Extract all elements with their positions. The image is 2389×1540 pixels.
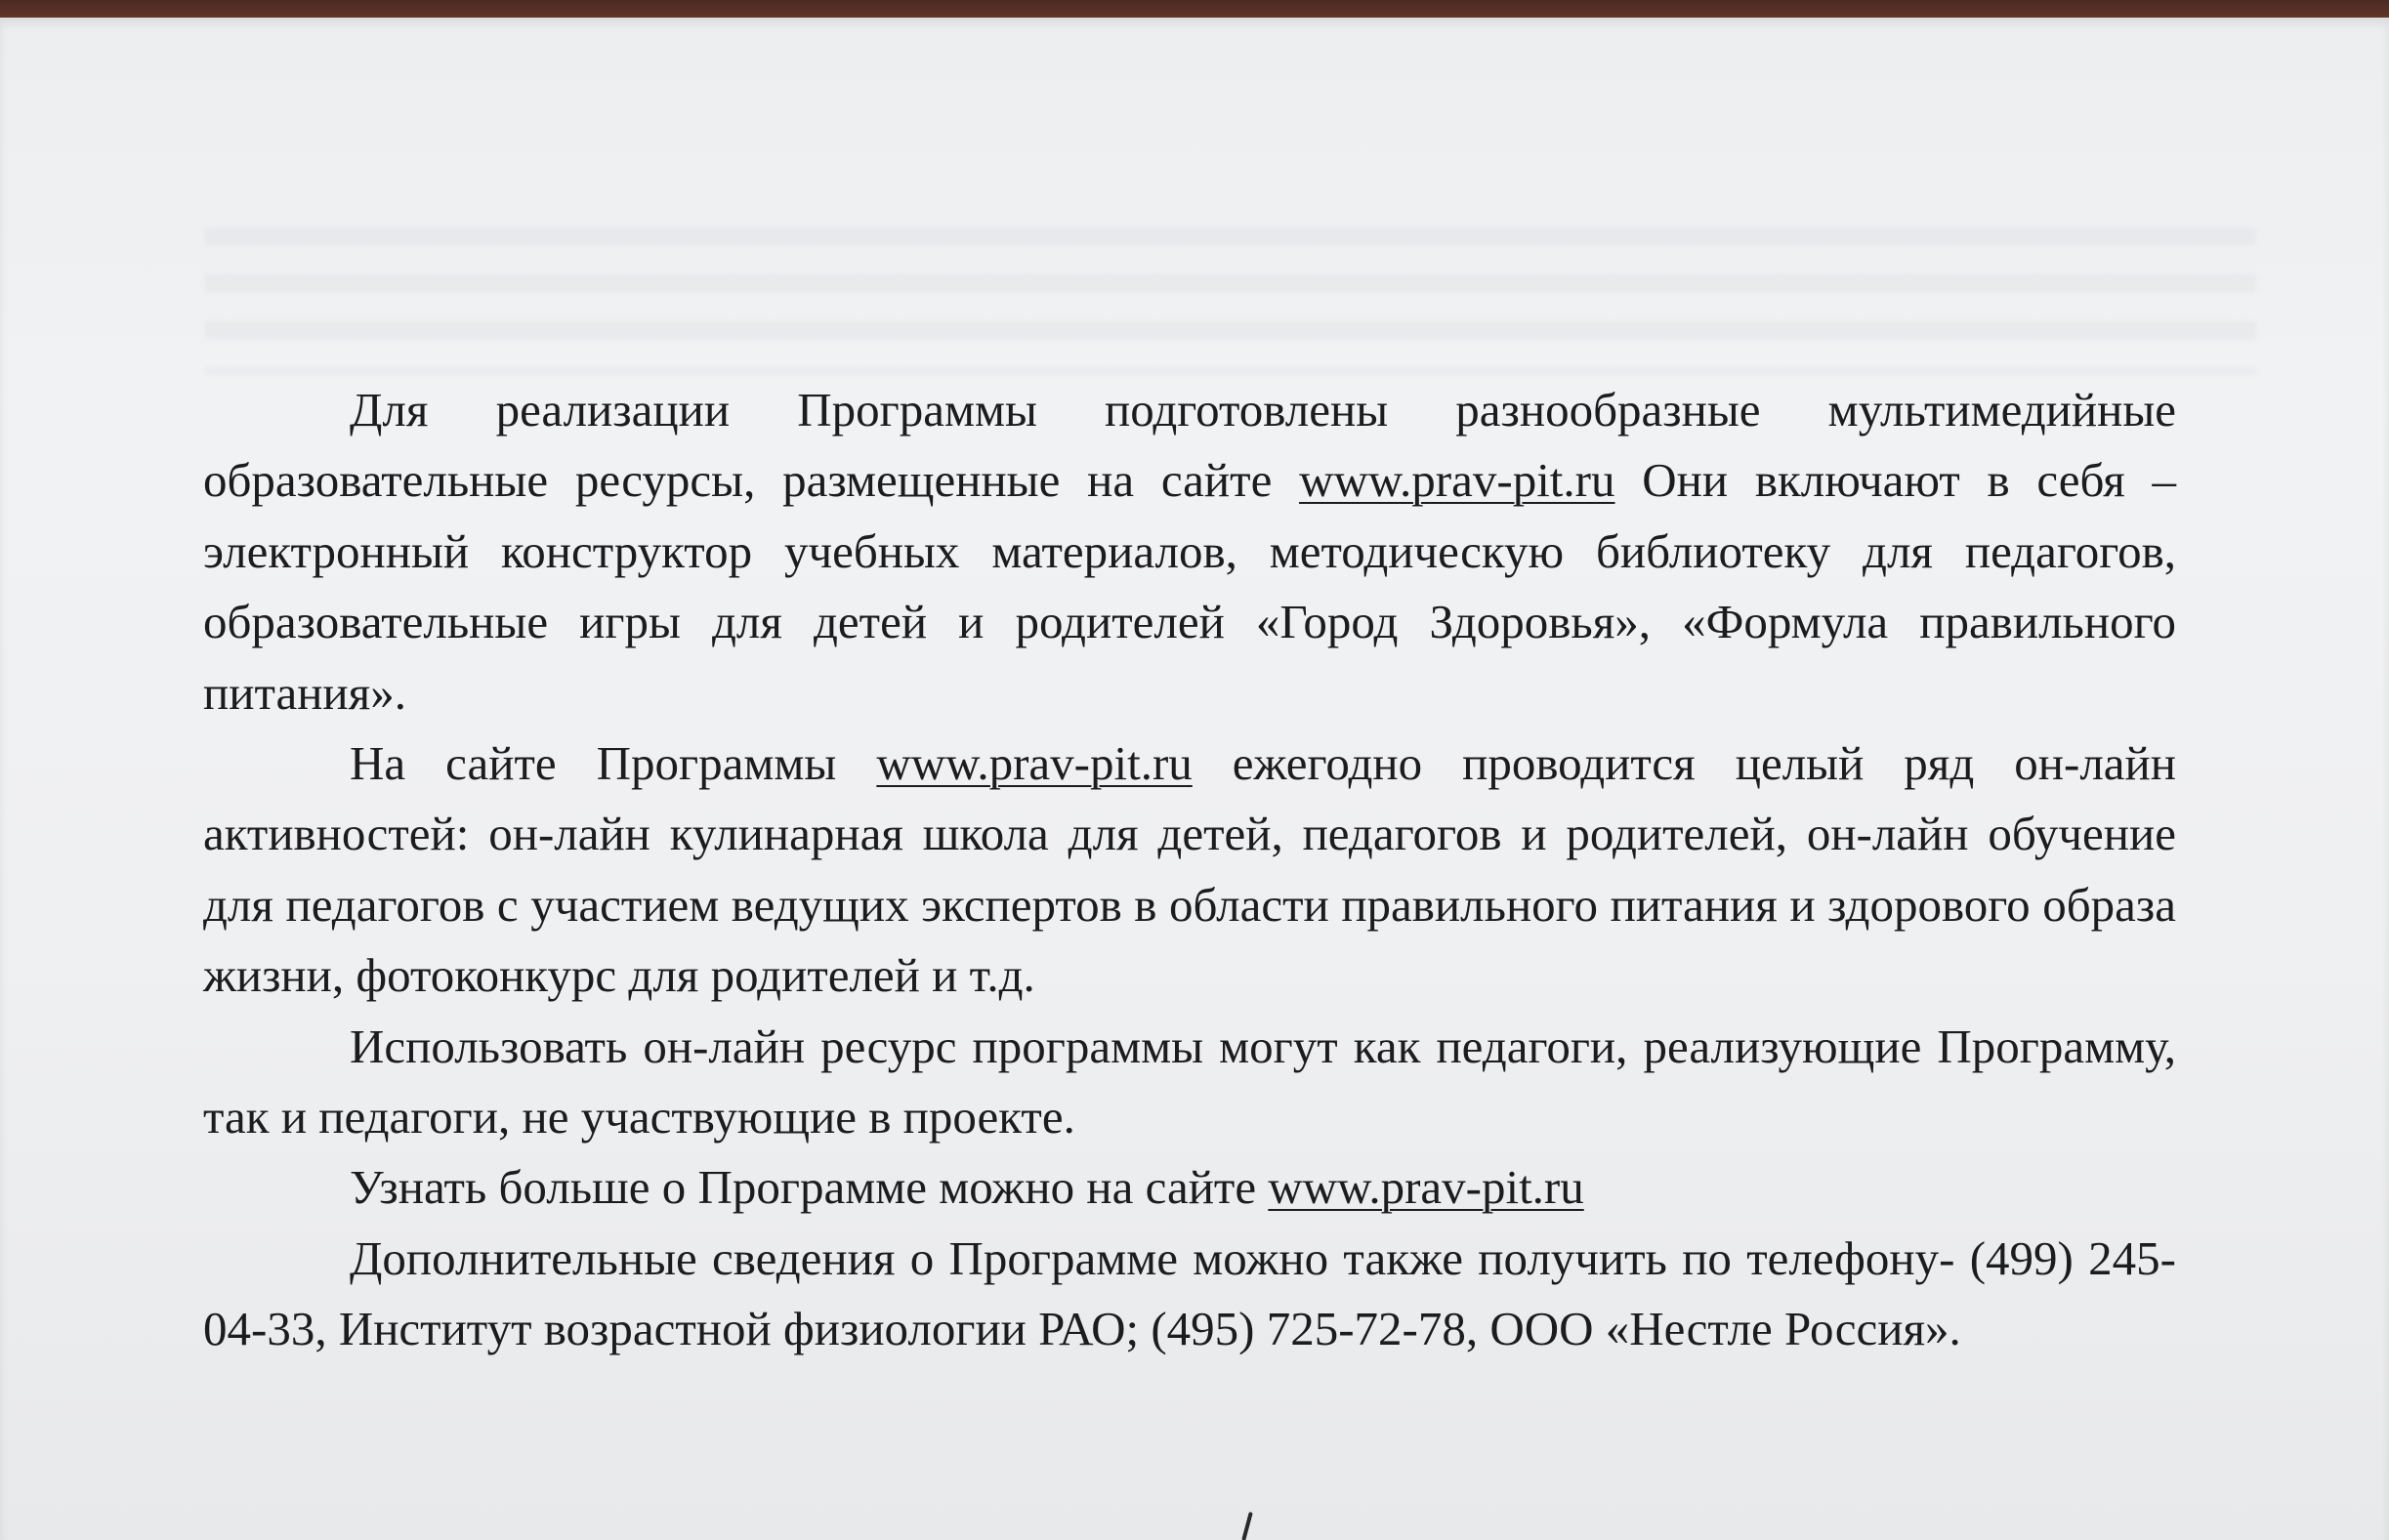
site-link: www.prav-pit.ru bbox=[1268, 1160, 1584, 1215]
paragraph-text: Они включают в себя – электронный конструктор учебных материалов, методическую библиотеку для педагогов, образовательные игры для детей и родителей «Город Здоровья», «Формула правильного питания». bbox=[203, 453, 2176, 720]
site-link: www.prav-pit.ru bbox=[876, 736, 1193, 791]
site-link: www.prav-pit.ru bbox=[1299, 453, 1615, 508]
paragraph-text: ежегодно проводится целый ряд он-лайн активностей: он-лайн кулинарная школа для детей, педагогов и родителей, он-лайн обучение для педагогов с участием ведущих экспертов в области правильного питания и здорового образа жизни, фотоконкурс для родителей и т.д. bbox=[203, 736, 2176, 1003]
paragraph-text: На сайте Программы bbox=[350, 736, 877, 791]
paragraph-online-activities bbox=[203, 728, 2176, 1012]
paragraph-usage bbox=[203, 1012, 2176, 1153]
paragraph-text: Использовать он-лайн ресурс программы могут как педагоги, реализующие Программу, так и педагоги, не участвующие в проекте. bbox=[203, 1019, 2176, 1145]
paragraph-contacts bbox=[203, 1224, 2176, 1365]
paragraph-text: Узнать больше о Программе можно на сайте bbox=[350, 1160, 1269, 1215]
paragraph-text: Для реализации Программы подготовлены разнообразные мультимедийные образовательные ресурсы, размещенные на сайте bbox=[203, 383, 2176, 508]
paragraph-text: Дополнительные сведения о Программе можно также получить по телефону- (499) 245-04-33, Институт возрастной физиологии РАО; (495) 725-72-78, ООО «Нестле Россия». bbox=[203, 1230, 2176, 1356]
paragraph-resources bbox=[203, 375, 2176, 728]
bleed-through-text bbox=[205, 198, 2256, 374]
document-body bbox=[203, 375, 2176, 1365]
paragraph-learn-more bbox=[203, 1152, 2176, 1223]
